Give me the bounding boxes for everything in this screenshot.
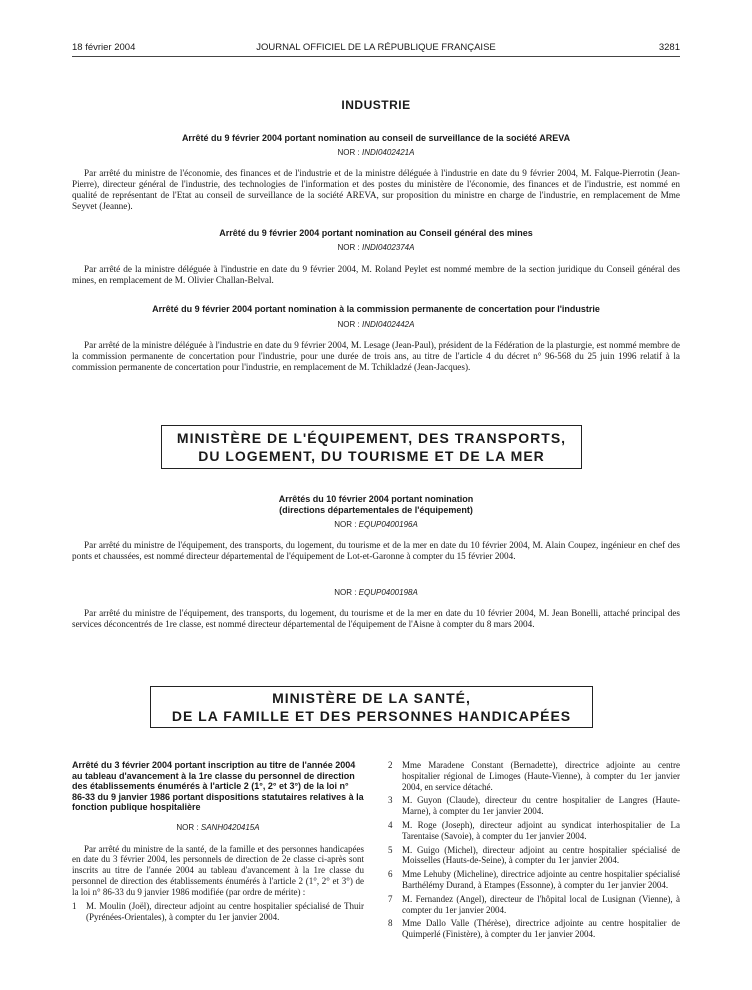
- nor-code: SANH0420415A: [200, 822, 260, 832]
- item-number: 2: [388, 760, 393, 770]
- arrete-text-lot-et-garonne: Par arrêté du ministre de l'équipement, des transports, du logement, du tourisme et de la mer en date du 10 février 2004, M. Alain Coupez, ingénieur en chef des ponts et chaussées, est nommé directeur départemental de l'équipement de Lot-et-Garonne à compter du 15 février 2004.: [72, 540, 680, 561]
- item-number: 1: [72, 901, 77, 912]
- arretes-title-equipement: [72, 494, 680, 516]
- list-item: [388, 760, 680, 792]
- arrete-text-commission: Par arrêté de la ministre déléguée à l'industrie en date du 9 février 2004, M. Lesage (Jean-Paul), président de la Fédération de la plasturgie, est nommé membre de la commission permanente de concertation pour l'industrie, pour une durée de trois ans, au titre de l'article 4 du décret n° 96-568 du 25 juin 1996 relatif à la commission permanente de concertation pour l'industrie, en remplacement de M. Tchikladzé (Jean-Jacques).: [72, 340, 680, 372]
- nor-reference: [72, 243, 680, 252]
- nor-code: INDI0402421A: [361, 148, 415, 157]
- list-item: [72, 901, 364, 923]
- nor-label: NOR :: [337, 148, 360, 157]
- item-number: 6: [388, 869, 393, 880]
- item-number: 3: [388, 795, 393, 806]
- journal-title: JOURNAL OFFICIEL DE LA RÉPUBLIQUE FRANÇAISE: [256, 42, 496, 53]
- item-text: M. Moulin (Joël), directeur adjoint au centre hospitalier spécialisé de Thuir (Pyrénées-Orientales), à compter du 1er janvier 2004.: [86, 901, 364, 923]
- nor-reference: [72, 588, 680, 597]
- ministry-box-sante: [150, 686, 593, 728]
- ministry-name-line: DE LA FAMILLE ET DES PERSONNES HANDICAPÉES: [171, 708, 572, 724]
- ministry-name-line: MINISTÈRE DE LA SANTÉ,: [272, 690, 471, 706]
- item-text: M. Guyon (Claude), directeur du centre hospitalier de Langres (Haute-Marne), à compter du 1er janvier 2004.: [402, 795, 680, 817]
- nor-reference: [72, 823, 364, 832]
- item-number: 4: [388, 819, 393, 830]
- page-number: 3281: [658, 42, 680, 53]
- title-line: Arrêtés du 10 février 2004 portant nomination: [278, 494, 474, 504]
- arrete-text-sante: Par arrêté du ministre de la santé, de la famille et des personnes handicapées en date du 3 février 2004, les personnels de direction de 2e classe ci-après sont inscrits au titre de l'année 2004 au tableau d'avancement à la 1re classe du personnel de direction des établissements énumérés à l'article 2 (1°, 2° et 3°) de la loi n° 86-33 du 9 janvier 1986 modifiée (par ordre de mérite) :: [72, 843, 364, 897]
- title-line: (directions départementales de l'équipement): [279, 505, 473, 515]
- arrete-title-areva: Arrêté du 9 février 2004 portant nomination au conseil de surveillance de la société AREVA: [181, 133, 571, 143]
- item-text: M. Roge (Joseph), directeur adjoint au syndicat interhospitalier de La Tarentaise (Savoie), à compter du 1er janvier 2004.: [402, 819, 680, 841]
- list-item: [388, 918, 680, 940]
- ministry-name-line: DU LOGEMENT, DU TOURISME ET DE LA MER: [198, 448, 545, 464]
- list-item: [388, 820, 680, 842]
- left-column: [72, 760, 364, 926]
- arrete-text-areva: Par arrêté du ministre de l'économie, des finances et de l'industrie et de la ministre déléguée à l'industrie en date du 9 février 2004, M. Falque-Pierrotin (Jean-Pierre), directeur général de l'industrie, des technologies de l'information et des postes du ministère de l'économie, des finances et de l'industrie, est nommé en qualité de représentant de l'Etat au conseil de surveillance de la société AREVA, sur proposition du ministre en charge de l'industrie, en remplacement de Mme Seyvet (Jeanne).: [72, 168, 680, 211]
- item-number: 7: [388, 893, 393, 904]
- nor-label: NOR :: [334, 520, 357, 529]
- item-text: M. Fernandez (Angel), directeur de l'hôpital local de Lusignan (Vienne), à compter du 1er janvier 2004.: [402, 893, 680, 915]
- nor-code: INDI0402442A: [361, 320, 415, 329]
- nor-reference: [72, 320, 680, 329]
- arrete-text-aisne: Par arrêté du ministre de l'équipement, des transports, du logement, du tourisme et de la mer en date du 10 février 2004, M. Jean Bonelli, attaché principal des services déconcentrés de 1re classe, est nommé directeur départemental de l'équipement de l'Aisne à compter du 8 mars 2004.: [72, 608, 680, 629]
- arrete-title-mines: Arrêté du 9 février 2004 portant nomination au Conseil général des mines: [219, 228, 533, 238]
- ministry-name-line: MINISTÈRE DE L'ÉQUIPEMENT, DES TRANSPORTS,: [176, 430, 567, 446]
- arrete-title-commission: Arrêté du 9 février 2004 portant nomination à la commission permanente de concertation pour l'industrie: [152, 304, 600, 314]
- item-text: M. Guigo (Michel), directeur adjoint au centre hospitalier spécialisé de Moisselles (Hauts-de-Seine), à compter du 1er janvier 2004.: [402, 844, 680, 866]
- list-item: [388, 845, 680, 867]
- nor-label: NOR :: [337, 320, 360, 329]
- nor-reference: [72, 520, 680, 529]
- list-item: [388, 869, 680, 891]
- right-column: [388, 760, 680, 943]
- nor-code: EQUP0400196A: [358, 520, 418, 529]
- page-header: [72, 42, 680, 57]
- nor-label: NOR :: [337, 243, 360, 252]
- section-heading-industrie: INDUSTRIE: [341, 98, 411, 112]
- item-number: 8: [388, 918, 393, 929]
- list-item: [388, 894, 680, 916]
- ministry-box-equipement: [161, 425, 582, 469]
- nor-label: NOR :: [176, 822, 199, 832]
- item-text: Mme Lehuby (Micheline), directrice adjointe au centre hospitalier spécialisé Barthélémy Durand, à Etampes (Essonne), à compter du 1er janvier 2004.: [402, 869, 680, 890]
- nor-code: INDI0402374A: [361, 243, 415, 252]
- nor-label: NOR :: [334, 588, 357, 597]
- arrete-title-sante: Arrêté du 3 février 2004 portant inscription au titre de l'année 2004 au tableau d'avancement à la 1re classe du personnel de direction des établissements énumérés à l'article 2 (1°, 2° et 3°) de la loi n° 86-33 du 9 janvier 1986 portant dispositions statutaires relatives à la fonction publique hospitalière: [72, 760, 364, 812]
- item-text: Mme Maradene Constant (Bernadette), directrice adjointe au centre hospitalier régional de Limoges (Haute-Vienne), à compter du 1er janvier 2004, en service détaché.: [402, 760, 680, 792]
- nor-code: EQUP0400198A: [358, 588, 418, 597]
- list-item: [388, 795, 680, 817]
- item-text: Mme Dallo Valle (Thérèse), directrice adjointe au centre hospitalier de Quimperlé (Finistère), à compter du 1er janvier 2004.: [402, 918, 680, 940]
- nor-reference: [72, 148, 680, 157]
- arrete-text-mines: Par arrêté de la ministre déléguée à l'industrie en date du 9 février 2004, M. Roland Peylet est nommé membre de la section juridique du Conseil général des mines, en remplacement de M. Olivier Challan-Belval.: [72, 264, 680, 285]
- item-number: 5: [388, 844, 393, 855]
- header-date: 18 février 2004: [72, 42, 136, 53]
